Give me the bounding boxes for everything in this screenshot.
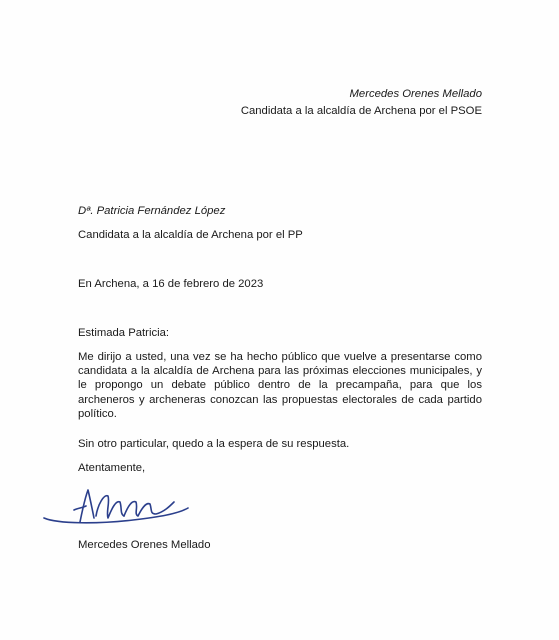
date-line: En Archena, a 16 de febrero de 2023 (78, 278, 264, 290)
body-paragraph-1: Me dirijo a usted, una vez se ha hecho público que vuelve a presentarse como candidata a la alcaldía de Archena para las próximas elecciones municipales, y le propongo un debate público dentro de la precampaña, para que los archeneros y archeneras conozcan las propuestas electorales de cada partido político. (78, 351, 482, 420)
body-paragraph-2: Sin otro particular, quedo a la espera de su respuesta. (78, 438, 350, 450)
recipient-name: Dª. Patricia Fernández López (78, 205, 226, 217)
salutation: Estimada Patricia: (78, 327, 170, 339)
recipient-title: Candidata a la alcaldía de Archena por el PP (78, 229, 303, 241)
signatory-name: Mercedes Orenes Mellado (78, 539, 211, 551)
closing: Atentamente, (78, 462, 146, 474)
sender-title: Candidata a la alcaldía de Archena por el PSOE (240, 105, 482, 117)
handwritten-signature (38, 478, 198, 536)
sender-name: Mercedes Orenes Mellado (349, 88, 482, 100)
